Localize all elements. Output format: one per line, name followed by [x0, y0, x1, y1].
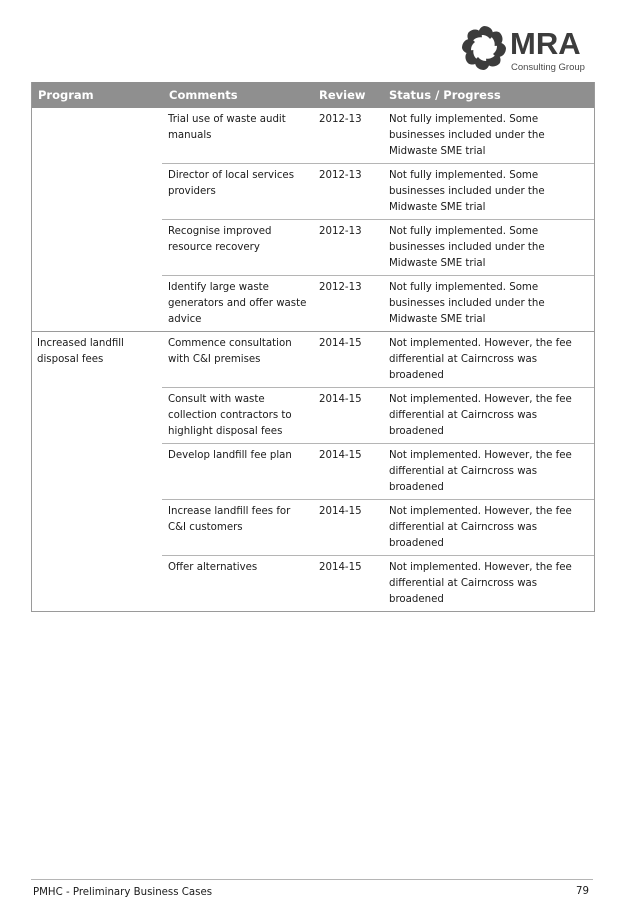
table-header [32, 82, 594, 108]
logo-subtitle: Consulting Group [511, 62, 585, 73]
program-group [32, 108, 594, 332]
column-header-review: Review [319, 88, 366, 102]
comment-cell: Identify large waste generators and offer waste advice [168, 282, 307, 325]
review-cell: 2014-15 [319, 562, 362, 573]
programs-table [31, 82, 595, 612]
comment-cell: Recognise improved resource recovery [168, 226, 272, 253]
footer-document-title: PMHC - Preliminary Business Cases [33, 887, 213, 898]
status-cell: Not implemented. However, the fee differential at Cairncross was broadened [389, 506, 572, 549]
program-cell: Increased landfill disposal fees [37, 338, 124, 365]
status-cell: Not fully implemented. Some businesses included under the Midwaste SME trial [389, 114, 545, 157]
table-row [162, 500, 594, 556]
comment-cell: Director of local services providers [168, 170, 294, 197]
company-logo [458, 22, 598, 76]
review-cell: 2014-15 [319, 506, 362, 517]
table-row [162, 444, 594, 500]
page-number: 79 [576, 886, 589, 897]
review-cell: 2014-15 [319, 394, 362, 405]
status-cell: Not fully implemented. Some businesses included under the Midwaste SME trial [389, 170, 545, 213]
table-row [162, 556, 594, 611]
comment-cell: Consult with waste collection contractors to highlight disposal fees [168, 394, 292, 437]
review-cell: 2012-13 [319, 170, 362, 181]
status-cell: Not implemented. However, the fee differential at Cairncross was broadened [389, 450, 572, 493]
program-cell [32, 108, 162, 331]
table-row [162, 332, 594, 388]
review-cell: 2012-13 [319, 282, 362, 293]
table-body [32, 108, 594, 611]
status-cell: Not implemented. However, the fee differential at Cairncross was broadened [389, 338, 572, 381]
status-cell: Not implemented. However, the fee differential at Cairncross was broadened [389, 562, 572, 605]
status-cell: Not implemented. However, the fee differential at Cairncross was broadened [389, 394, 572, 437]
table-row [162, 388, 594, 444]
program-rows [162, 332, 594, 611]
review-cell: 2014-15 [319, 338, 362, 349]
footer-divider [31, 879, 593, 880]
comment-cell: Offer alternatives [168, 562, 258, 573]
status-cell: Not fully implemented. Some businesses included under the Midwaste SME trial [389, 226, 545, 269]
review-cell: 2014-15 [319, 450, 362, 461]
program-rows [162, 108, 594, 331]
comment-cell: Increase landfill fees for C&I customers [168, 506, 291, 533]
column-header-comments: Comments [169, 88, 238, 102]
comment-cell: Trial use of waste audit manuals [168, 114, 286, 141]
column-header-program: Program [38, 88, 94, 102]
mra-spiral-logo-icon [458, 22, 510, 74]
program-group [32, 332, 594, 611]
logo-wordmark: MRA [510, 26, 581, 61]
table-row [162, 220, 594, 276]
review-cell: 2012-13 [319, 226, 362, 237]
comment-cell: Commence consultation with C&I premises [168, 338, 292, 365]
status-cell: Not fully implemented. Some businesses included under the Midwaste SME trial [389, 282, 545, 325]
table-row [162, 276, 594, 331]
comment-cell: Develop landfill fee plan [168, 450, 292, 461]
column-header-status: Status / Progress [389, 88, 501, 102]
review-cell: 2012-13 [319, 114, 362, 125]
table-row [162, 164, 594, 220]
table-row [162, 108, 594, 164]
